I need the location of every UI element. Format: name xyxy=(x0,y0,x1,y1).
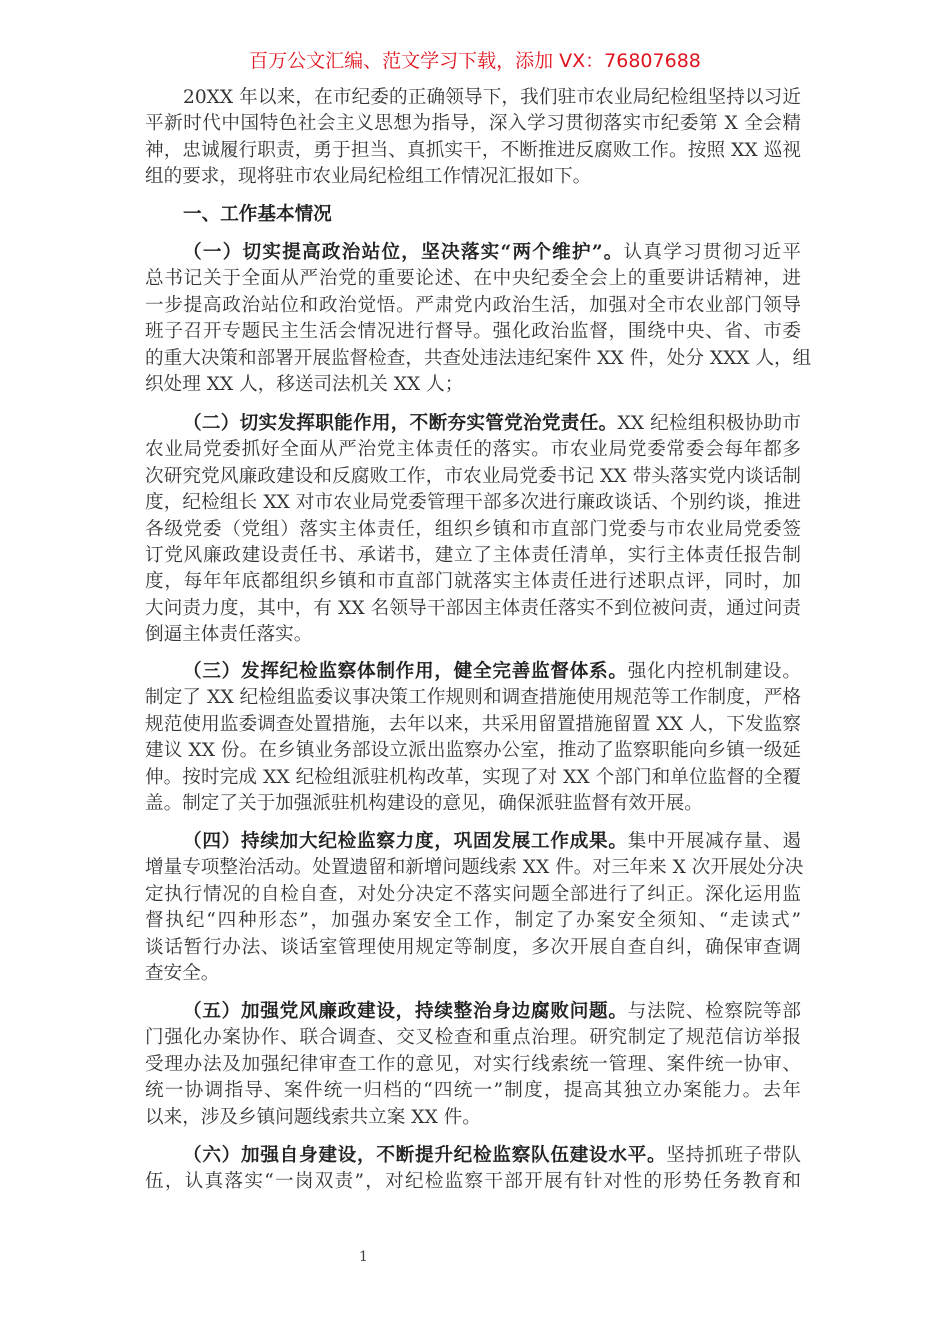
section-lead: （三）发挥纪检监察体制作用，健全完善监督体系。 xyxy=(183,661,628,682)
text-line: 以来，涉及乡镇问题线索共立案 XX 件。 xyxy=(145,1106,481,1128)
text-line: 度，每年年底都组织乡镇和市直部门就落实主体责任进行述职点评，同时，加 xyxy=(145,571,801,593)
text-line: 各级党委（党组）落实主体责任，组织乡镇和市直部门党委与市农业局党委签 xyxy=(145,518,801,540)
section-text: 集中开展减存量、遏 xyxy=(627,831,801,852)
text-line: 织处理 XX 人，移送司法机关 XX 人； xyxy=(145,373,464,395)
text-line: 订党风廉政建设责任书、承诺书，建立了主体责任清单，实行主体责任报告制 xyxy=(145,544,801,566)
text-line xyxy=(145,411,801,437)
text-line: 伍，认真落实“一岗双责”，对纪检监察干部开展有针对性的形势任务教育和 xyxy=(145,1171,801,1193)
text-line: 统一协调指导、案件统一归档的“四统一”制度，提高其独立办案能力。去年 xyxy=(145,1080,801,1102)
section-text: 坚持抓班子带队 xyxy=(666,1145,801,1166)
intro-paragraph xyxy=(145,85,801,191)
section-paragraph xyxy=(145,240,812,398)
text-line: 查安全。 xyxy=(145,962,220,984)
text-line: 门强化办案协作、联合调查、交叉检查和重点治理。研究制定了规范信访举报 xyxy=(145,1027,801,1049)
text-line: 次研究党风廉政建设和反腐败工作，市农业局党委书记 XX 带头落实党内谈话制 xyxy=(145,465,801,487)
text-line: 平新时代中国特色社会主义思想为指导，深入学习贯彻落实市纪委第 X 全会精 xyxy=(145,113,801,135)
text-line xyxy=(145,659,801,685)
text-line: 组的要求，现将驻市农业局纪检组工作情况汇报如下。 xyxy=(145,166,592,188)
text-line: 伸。按时完成 XX 纪检组派驻机构改革，实现了对 XX 个部门和单位监督的全覆 xyxy=(145,766,801,788)
text-line xyxy=(145,829,801,855)
text-line: 建议 XX 份。在乡镇业务部设立派出监察办公室，推动了监察职能向乡镇一级延 xyxy=(145,740,801,762)
section-heading-wrap xyxy=(145,202,801,228)
text-line: 谈话暂行办法、谈话室管理使用规定等制度，多次开展自查自纠，确保审查调 xyxy=(145,936,801,958)
text-line: 的重大决策和部署开展监督检查，共查处违法违纪案件 XX 件，处分 XXX 人，组 xyxy=(145,347,812,369)
text-line: 神，忠诚履行职责，勇于担当、真抓实干，不断推进反腐败工作。按照 XX 巡视 xyxy=(145,139,801,161)
section-lead: （四）持续加大纪检监察力度，巩固发展工作成果。 xyxy=(183,831,628,852)
section-heading: 一、工作基本情况 xyxy=(183,204,332,225)
text-line: 受理办法及加强纪律审查工作的意见，对实行线索统一管理、案件统一协审、 xyxy=(145,1053,801,1075)
text-line: 督执纪“四种形态”，加强办案安全工作，制定了办案安全须知、“走读式” xyxy=(145,910,801,932)
watermark-banner: 百万公文汇编、范文学习下载，添加 VX：76807688 xyxy=(249,50,701,72)
text-line: 大问责力度，其中，有 XX 名领导干部因主体责任落实不到位被问责，通过问责 xyxy=(145,597,801,619)
text-line: 班子召开专题民主生活会情况进行督导。强化政治监督，围绕中央、省、市委 xyxy=(145,321,801,343)
section-lead: （一）切实提高政治站位，坚决落实“两个维护”。 xyxy=(183,242,624,263)
section-paragraph xyxy=(145,999,801,1131)
section-paragraph xyxy=(145,829,804,987)
section-lead: （六）加强自身建设，不断提升纪检监察队伍建设水平。 xyxy=(183,1145,667,1166)
text-line: 倒逼主体责任落实。 xyxy=(145,624,313,646)
section-paragraph xyxy=(145,659,801,817)
text-line: 总书记关于全面从严治党的重要论述、在中央纪委全会上的重要讲话精神，进 xyxy=(145,268,801,290)
section-paragraph xyxy=(145,1143,801,1196)
text-line: 农业局党委抓好全面从严治党主体责任的落实。市农业局党委常委会每年都多 xyxy=(145,439,801,461)
section-text: XX 纪检组积极协助市 xyxy=(617,413,801,434)
section-text: 强化内控机制建设。 xyxy=(627,661,801,682)
text-line: 盖。制定了关于加强派驻机构建设的意见，确保派驻监督有效开展。 xyxy=(145,792,703,814)
text-line: 度，纪检组长 XX 对市农业局党委管理干部多次进行廉政谈话、个别约谈，推进 xyxy=(145,492,801,514)
section-text: 认真学习贯彻习近平 xyxy=(623,242,801,263)
text-line: 定执行情况的自检自查，对处分决定不落实问题全部进行了纠正。深化运用监 xyxy=(145,883,801,905)
text-line: 规范使用监委调查处置措施，去年以来，共采用留置措施留置 XX 人，下发监察 xyxy=(145,713,801,735)
section-text: 与法院、检察院等部 xyxy=(627,1001,801,1022)
text-line xyxy=(145,999,801,1025)
section-lead: （五）加强党风廉政建设，持续整治身边腐败问题。 xyxy=(183,1001,628,1022)
text-line xyxy=(145,240,801,266)
section-paragraph xyxy=(145,411,801,649)
section-lead: （二）切实发挥职能作用，不断夯实管党治党责任。 xyxy=(183,413,618,434)
text-line xyxy=(145,1143,801,1169)
page-number: 1 xyxy=(359,1249,368,1265)
text-line: 制定了 XX 纪检组监委议事决策工作规则和调查措施使用规范等工作制度，严格 xyxy=(145,687,801,709)
text-line: 20XX 年以来，在市纪委的正确领导下，我们驻市农业局纪检组坚持以习近 xyxy=(183,87,801,108)
text-line: 增量专项整治活动。处置遗留和新增问题线索 XX 件。对三年来 X 次开展处分决 xyxy=(145,857,804,879)
text-line: 一步提高政治站位和政治觉悟。严肃党内政治生活，加强对全市农业部门领导 xyxy=(145,294,801,316)
